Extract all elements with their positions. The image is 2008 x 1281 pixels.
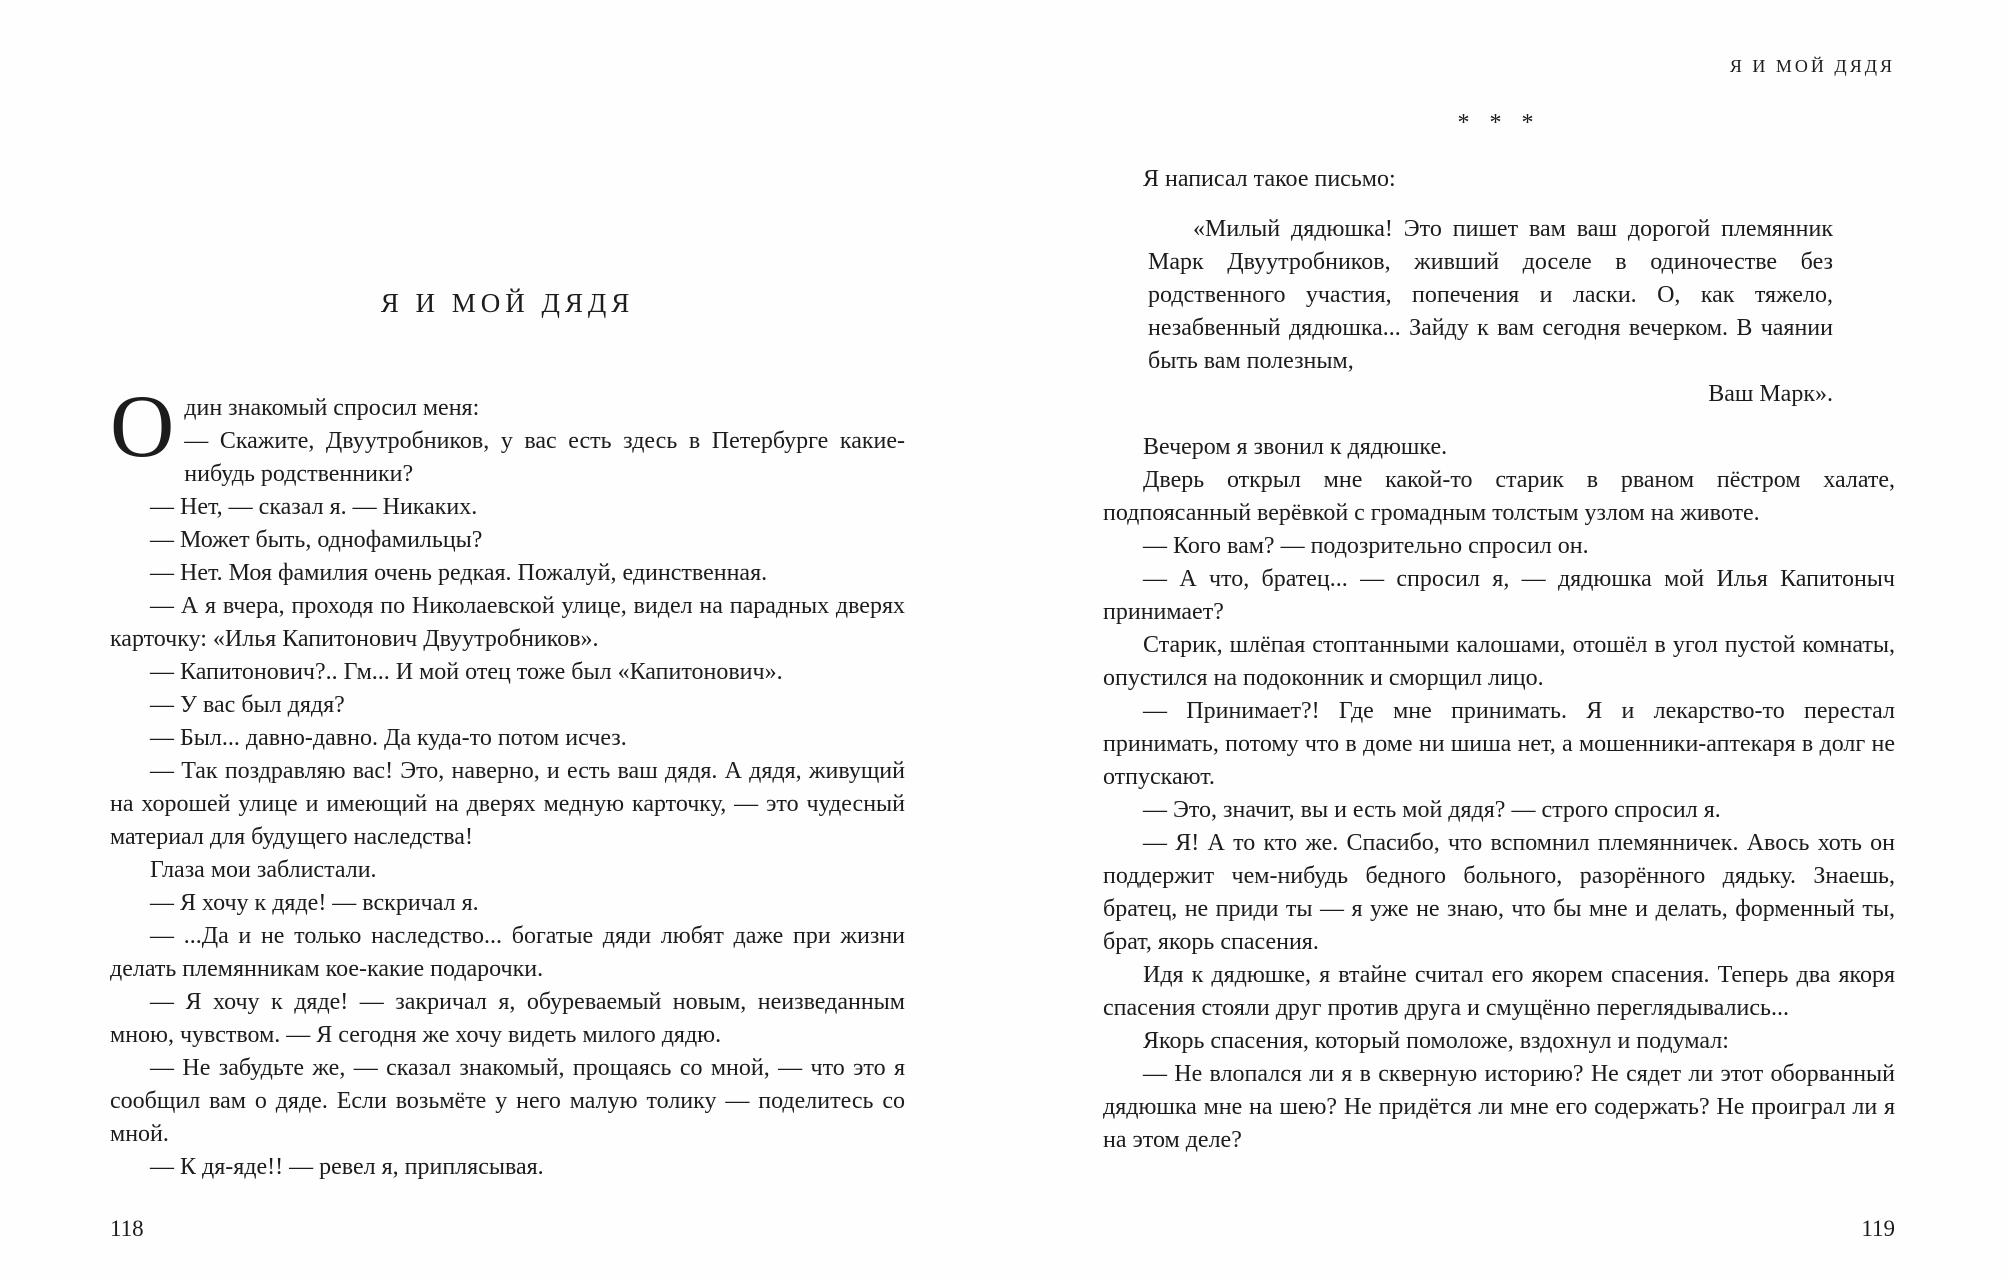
page-number-left: 118 <box>110 1216 144 1241</box>
paragraph: — Скажите, Двуутробников, у вас есть здесь в Петербурге какие-нибудь родственники? <box>184 428 905 487</box>
paragraph: — Капитонович?.. Гм... И мой отец тоже был «Капитонович». <box>150 659 783 685</box>
paragraph: — Не влопался ли я в скверную историю? Не сядет ли этот оборванный дядюшка мне на шею? Не придётся ли мне его содержать? Не проиграл ли я на этом деле? <box>1103 1061 1895 1153</box>
paragraph: — Я хочу к дяде! — закричал я, обуреваемый новым, неизведанным мною, чувством. — Я сегодня же хочу видеть милого дядю. <box>110 989 905 1048</box>
right-page <box>1103 0 1895 1281</box>
paragraph: — А что, братец... — спросил я, — дядюшка мой Илья Капитоныч принимает? <box>1103 566 1895 625</box>
drop-cap: О <box>110 378 175 476</box>
paragraph: — Нет, — сказал я. — Никаких. <box>150 494 478 520</box>
paragraph: — Был... давно-давно. Да куда-то потом исчез. <box>150 725 627 751</box>
paragraph: Вечером я звонил к дядюшке. <box>1143 434 1448 460</box>
paragraph: — Это, значит, вы и есть мой дядя? — строго спросил я. <box>1143 797 1721 823</box>
letter-signature: Ваш Марк». <box>1708 381 1833 407</box>
paragraph: — Так поздравляю вас! Это, наверно, и есть ваш дядя. А дядя, живущий на хорошей улице и имеющий на дверях медную карточку, — это чудесный материал для будущего наследства! <box>110 758 905 850</box>
chapter-title: Я И МОЙ ДЯДЯ <box>380 288 635 318</box>
section-break-stars: * * * <box>1457 110 1541 136</box>
left-page-body <box>110 378 905 1184</box>
paragraph: Старик, шлёпая стоптанными калошами, отошёл в угол пустой комнаты, опустился на подоконник и сморщил лицо. <box>1103 632 1895 691</box>
letter-block <box>1148 213 1833 411</box>
paragraph: — А я вчера, проходя по Николаевской улице, видел на парадных дверях карточку: «Илья Капитонович Двуутробников». <box>110 593 905 652</box>
paragraph: Глаза мои заблистали. <box>150 857 377 883</box>
page-number-right: 119 <box>1861 1216 1895 1241</box>
running-header: Я И МОЙ ДЯДЯ <box>1729 56 1895 76</box>
paragraph: — Я! А то кто же. Спасибо, что вспомнил племянничек. Авось хоть он поддержит чем-нибудь бедного больного, разорённого дядьку. Знаешь, братец, не приди ты — я уже не знаю, что бы мне и делать, форменный ты, брат, якорь спасения. <box>1103 830 1895 955</box>
paragraph: Я написал такое письмо: <box>1143 166 1396 192</box>
paragraph: Якорь спасения, который помоложе, вздохнул и подумал: <box>1143 1028 1729 1054</box>
paragraph: — Может быть, однофамильцы? <box>150 527 483 553</box>
paragraph: — Нет. Моя фамилия очень редкая. Пожалуй, единственная. <box>150 560 768 586</box>
paragraph: — Кого вам? — подозрительно спросил он. <box>1143 533 1589 559</box>
paragraph: Идя к дядюшке, я втайне считал его якорем спасения. Теперь два якоря спасения стояли друг против друга и смущённо переглядывались... <box>1103 962 1895 1021</box>
paragraph: Дверь открыл мне какой-то старик в рваном пёстром халате, подпоясанный верёвкой с громадным толстым узлом на животе. <box>1103 467 1895 526</box>
paragraph: — Принимает?! Где мне принимать. Я и лекарство-то перестал принимать, потому что в доме ни шиша нет, а мошенники-аптекаря в долг не отпускают. <box>1103 698 1895 790</box>
right-page-body <box>1103 163 1895 1157</box>
paragraph-text: дин знакомый спросил меня: <box>184 395 480 421</box>
letter-body: «Милый дядюшка! Это пишет вам ваш дорогой племянник Марк Двуутробников, живший доселе в одиночестве без родственного участия, попечения и ласки. О, как тяжело, незабвенный дядюшка... Зайду к вам сегодня вечерком. В чаянии быть вам полезным, <box>1148 216 1833 374</box>
paragraph: — Не забудьте же, — сказал знакомый, прощаясь со мной, — что это я сообщил вам о дяде. Если возьмёте у него малую толику — поделитесь со мной. <box>110 1055 905 1147</box>
paragraph: — К дя-яде!! — ревел я, приплясывая. <box>150 1154 544 1180</box>
paragraph: — ...Да и не только наследство... богатые дяди любят даже при жизни делать племянникам кое-какие подарочки. <box>110 923 905 982</box>
paragraph: — У вас был дядя? <box>150 692 345 718</box>
left-page <box>110 0 905 1281</box>
paragraph: — Я хочу к дяде! — вскричал я. <box>150 890 479 916</box>
